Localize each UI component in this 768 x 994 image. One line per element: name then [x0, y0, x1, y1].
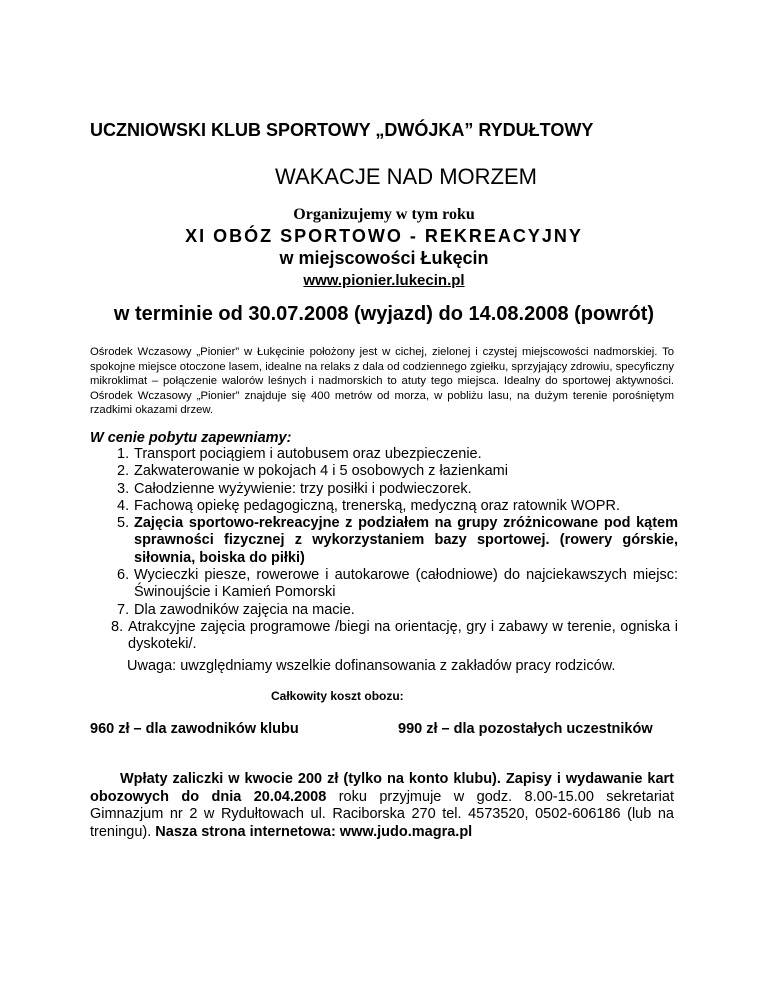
main-title: WAKACJE NAD MORZEM	[275, 164, 537, 189]
offer-item-text: Zakwaterowanie w pokojach 4 i 5 osobowych z łazienkami	[134, 463, 508, 480]
organize-line: Organizujemy w tym roku	[293, 206, 475, 223]
offer-item-text: Całodzienne wyżywienie: trzy posiłki i podwieczorek.	[134, 480, 472, 497]
camp-website-link[interactable]: www.pionier.lukecin.pl	[303, 272, 465, 289]
payment-deposit-text: Wpłaty zaliczki w kwocie 200 zł (tylko na konto klubu). Zapisy i wydawanie kart obozowych do dnia 20.04.2008	[90, 771, 674, 805]
resort-description: Ośrodek Wczasowy „Pionier” w Łukęcinie położony jest w cichej, zielonej i czystej miejscowości nadmorskiej. To spokojne miejsce otoczone lasem, idealne na relaks z dala od codziennego zgiełku, sprzyjający zdrowiu, specyficzny mikroklimat – połączenie walorów leśnych i nadmorskich to atuty tego miejsca. Idealny do sportowej aktywności. Ośrodek Wczasowy „Pionier” znajduje się 400 metrów od morza, w pobliżu lasu, na dużym terenie porośniętym rzadkimi okazami drzew.	[90, 346, 674, 416]
offer-list	[90, 446, 678, 654]
offer-item-number: 1.	[117, 446, 130, 462]
offer-item-number: 3.	[117, 480, 130, 497]
price-others: 990 zł – dla pozostałych uczestników	[398, 721, 653, 737]
offer-item	[90, 567, 678, 602]
offer-item-number: 5.	[117, 515, 130, 532]
offer-item	[90, 602, 678, 619]
offer-item-number: 6.	[117, 567, 130, 584]
club-title: UCZNIOWSKI KLUB SPORTOWY „DWÓJKA” RYDUŁTOWY	[90, 120, 594, 140]
offer-item	[90, 481, 678, 498]
camp-location: w miejscowości Łukęcin	[279, 248, 489, 268]
offer-heading: W cenie pobytu zapewniamy:	[90, 430, 292, 446]
camp-dates: w terminie od 30.07.2008 (wyjazd) do 14.08.2008 (powrót)	[113, 303, 655, 325]
offer-item	[90, 498, 678, 515]
camp-name: XI OBÓZ SPORTOWO - REKREACYJNY	[185, 226, 583, 246]
offer-item-number: 4.	[117, 497, 130, 514]
offer-item	[90, 515, 678, 567]
offer-item-text: Wycieczki piesze, rowerowe i autokarowe (całodniowe) do najciekawszych miejsc: Świnoujście i Kamień Pomorski	[134, 567, 678, 601]
offer-item-number: 7.	[117, 601, 130, 618]
offer-item-text: Dla zawodników zajęcia na macie.	[134, 601, 355, 618]
offer-item-text: Fachową opiekę pedagogiczną, trenerską, medyczną oraz ratownik WOPR.	[134, 497, 620, 514]
offer-item	[90, 463, 678, 480]
club-website-text: Nasza strona internetowa: www.judo.magra.pl	[155, 823, 473, 840]
offer-item-number: 2.	[117, 463, 130, 480]
payment-info	[90, 771, 674, 841]
offer-item-text: Zajęcia sportowo-rekreacyjne z podziałem na grupy zróżnicowane pod kątem sprawności fizycznej z wykorzystaniem bazy sportowej. (rowery górskie, siłownia, boiska do piłki)	[134, 515, 678, 566]
offer-item-text: Transport pociągiem i autobusem oraz ubezpieczenie.	[134, 446, 482, 462]
price-members: 960 zł – dla zawodników klubu	[90, 721, 299, 737]
payment-office-text: roku przyjmuje w godz. 8.00-15.00 sekretariat Gimnazjum nr 2 w Rydułtowach ul. Raciborska 270 tel. 4573520, 0502-606186 (lub na treningu).	[90, 788, 674, 840]
offer-item-text: Atrakcyjne zajęcia programowe /biegi na orientację, gry i zabawy w terenie, ogniska i dyskoteki/.	[128, 618, 678, 653]
offer-item	[90, 619, 678, 654]
funding-note: Uwaga: uwzględniamy wszelkie dofinansowania z zakładów pracy rodziców.	[127, 658, 616, 674]
cost-label: Całkowity koszt obozu:	[271, 689, 404, 703]
offer-item	[90, 446, 678, 463]
offer-item-number: 8.	[111, 618, 124, 635]
